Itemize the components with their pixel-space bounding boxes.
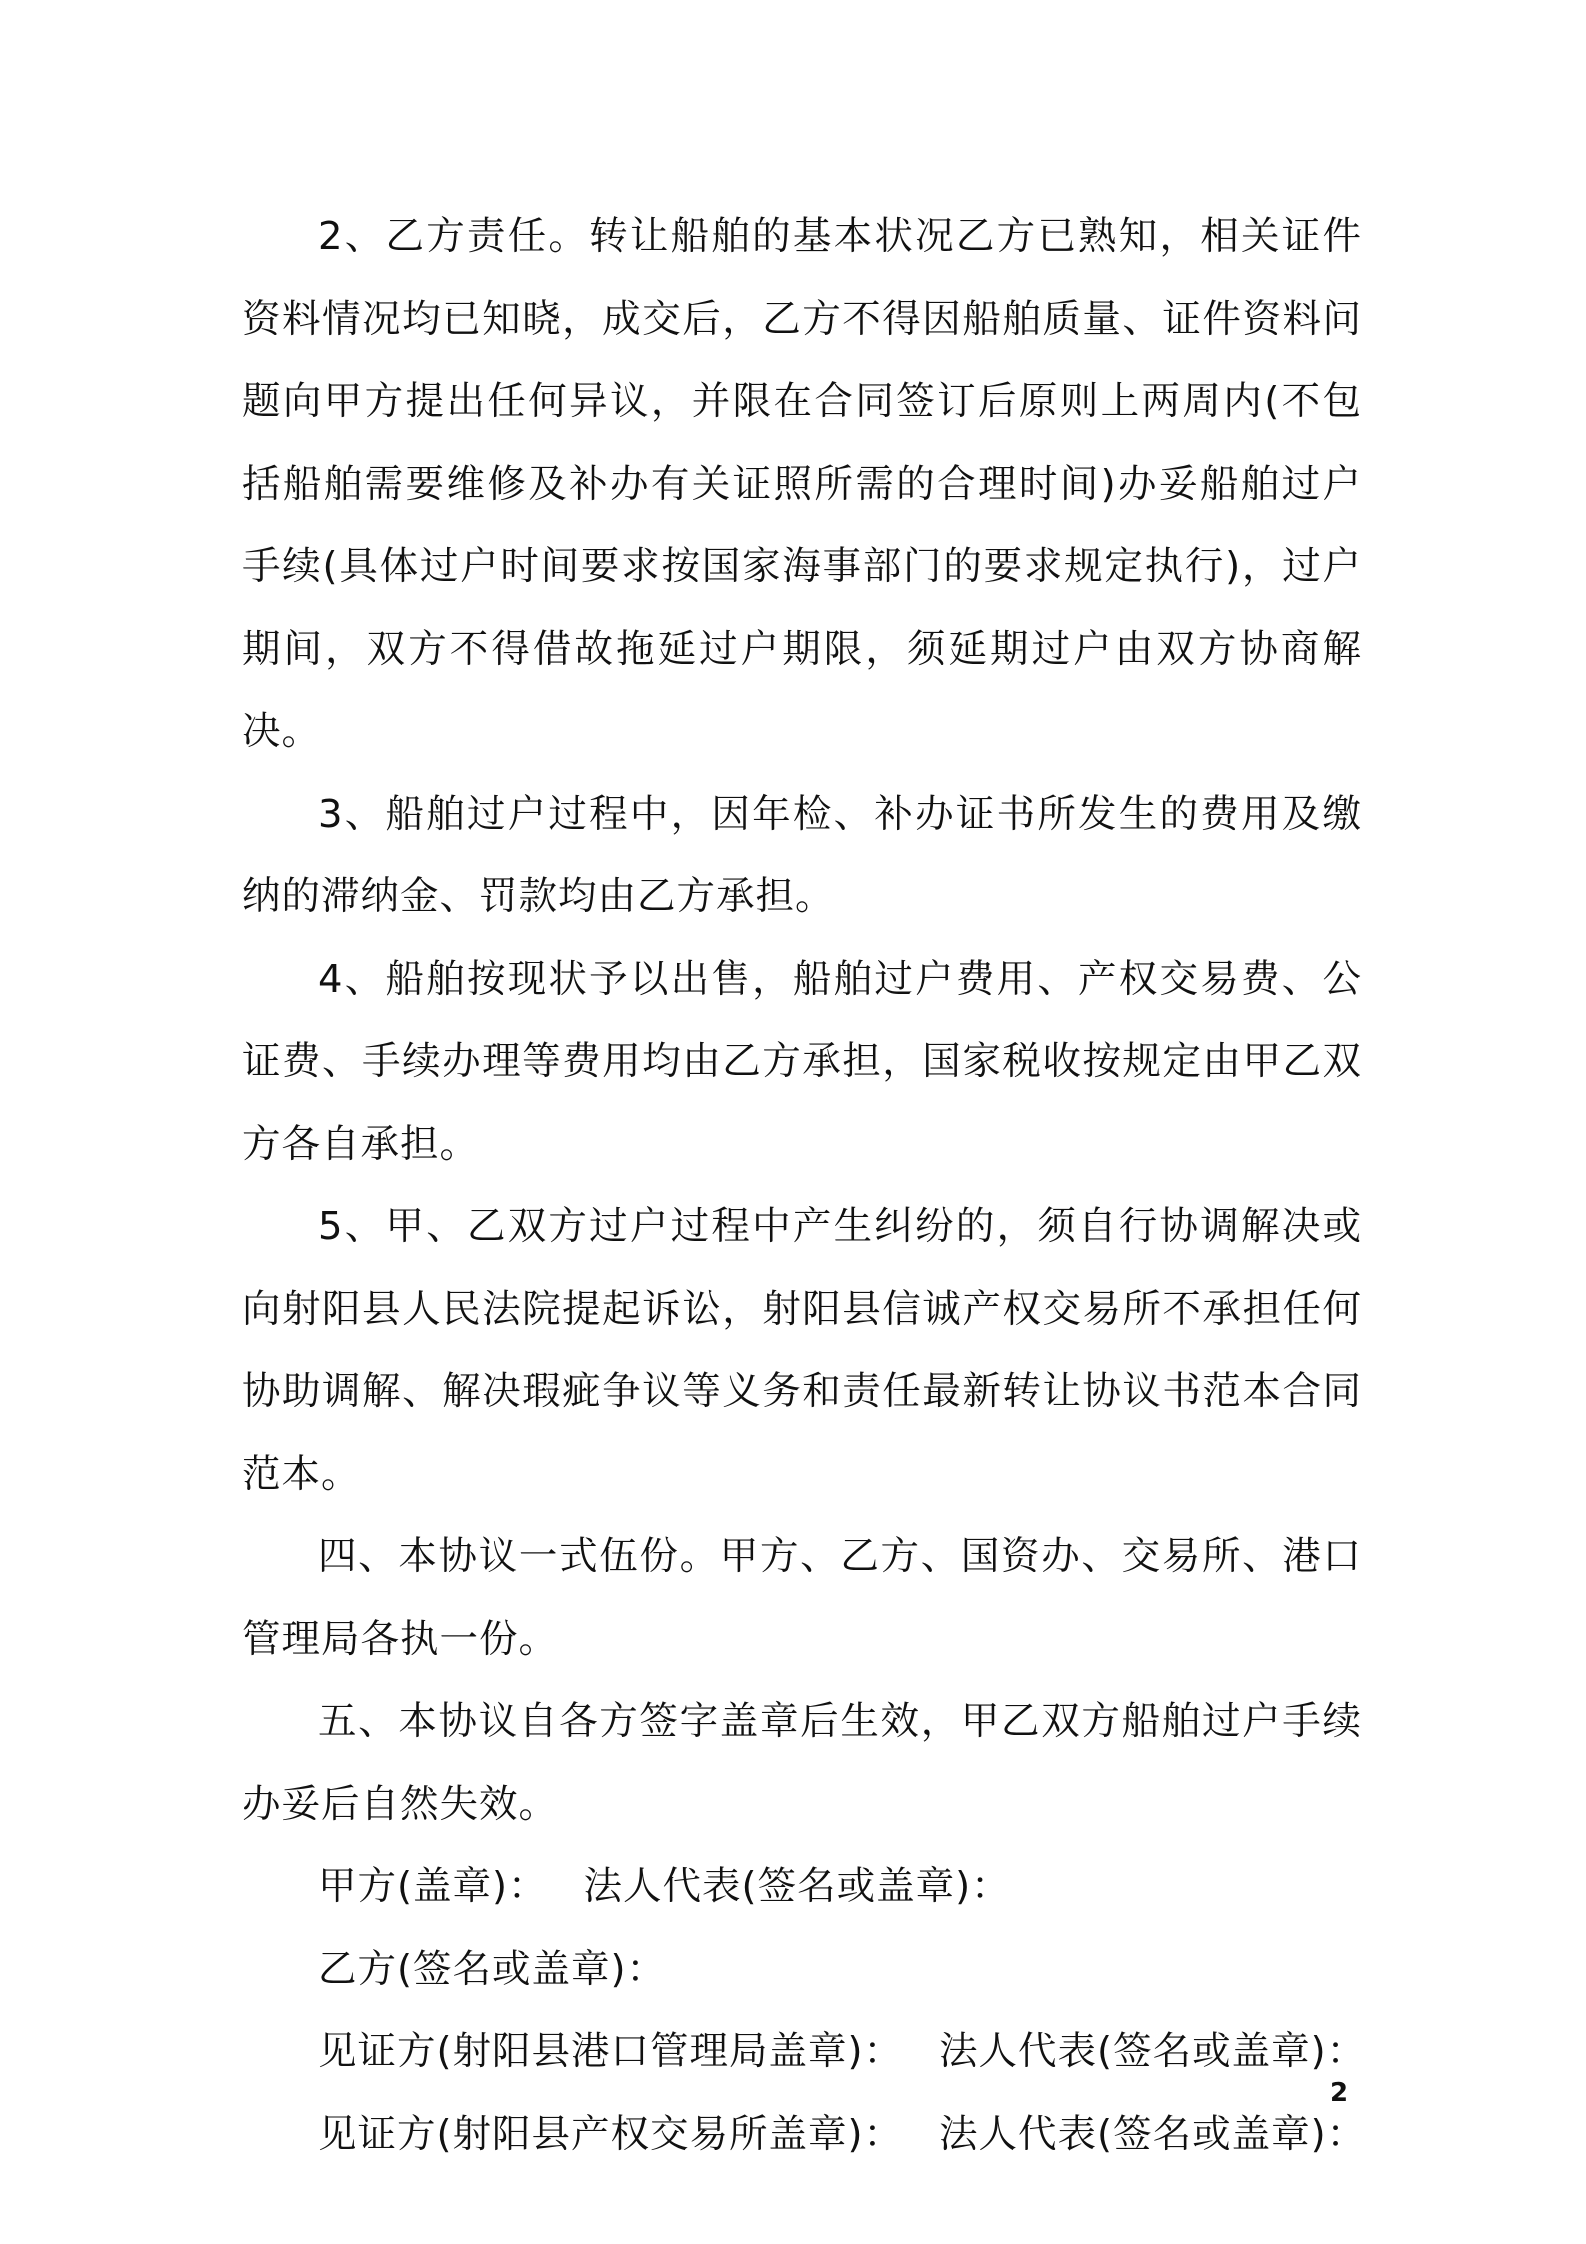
party-a-representative-label: 法人代表(签名或盖章)： (583, 1864, 1011, 1909)
signature-line-party-b (242, 1929, 1362, 2012)
paragraph-clause-5: 5、甲、乙双方过户过程中产生纠纷的，须自行协调解决或向射阳县人民法院提起诉讼，射阳县信诚产权交易所不承担任何协助调解、解决瑕疵争议等义务和责任最新转让协议书范本合同范本。 (242, 1204, 1362, 1497)
party-a-seal-label: 甲方(盖章)： (318, 1864, 548, 1909)
witness-exchange-representative-label: 法人代表(签名或盖章)： (939, 2111, 1367, 2157)
witness-port-representative-label: 法人代表(签名或盖章)： (939, 2029, 1367, 2074)
document-body (242, 196, 1367, 2176)
signature-line-party-a (242, 1846, 1362, 1929)
signature-line-witness-port (242, 2011, 1367, 2094)
witness-port-authority-label: 见证方(射阳县港口管理局盖章)： (318, 2029, 904, 2074)
paragraph-clause-2: 2、乙方责任。转让船舶的基本状况乙方已熟知，相关证件资料情况均已知晓，成交后，乙方不得因船舶质量、证件资料问题向甲方提出任何异议，并限在合同签订后原则上两周内(不包括船舶需要维修及补办有关证照所需的合理时间)办妥船舶过户手续(具体过户时间要求按国家海事部门的要求规定执行)，过户期间，双方不得借故拖延过户期限，须延期过户由双方协商解决。 (242, 214, 1362, 754)
paragraph-clause-3: 3、船舶过户过程中，因年检、补办证书所发生的费用及缴纳的滞纳金、罚款均由乙方承担。 (242, 791, 1362, 919)
witness-exchange-label: 见证方(射阳县产权交易所盖章)： (318, 2111, 904, 2157)
paragraph-clause-4: 4、船舶按现状予以出售，船舶过户费用、产权交易费、公证费、手续办理等费用均由乙方承担，国家税收按规定由甲乙双方各自承担。 (242, 956, 1362, 1167)
party-b-signature-label: 乙方(签名或盖章)： (318, 1946, 667, 1992)
paragraph-article-4: 四、本协议一式伍份。甲方、乙方、国资办、交易所、港口管理局各执一份。 (242, 1534, 1362, 1662)
page-number: 2 (1330, 2078, 1349, 2108)
paragraph-article-5: 五、本协议自各方签字盖章后生效，甲乙双方船舶过户手续办妥后自然失效。 (242, 1699, 1362, 1827)
signature-line-witness-exchange (242, 2094, 1367, 2177)
